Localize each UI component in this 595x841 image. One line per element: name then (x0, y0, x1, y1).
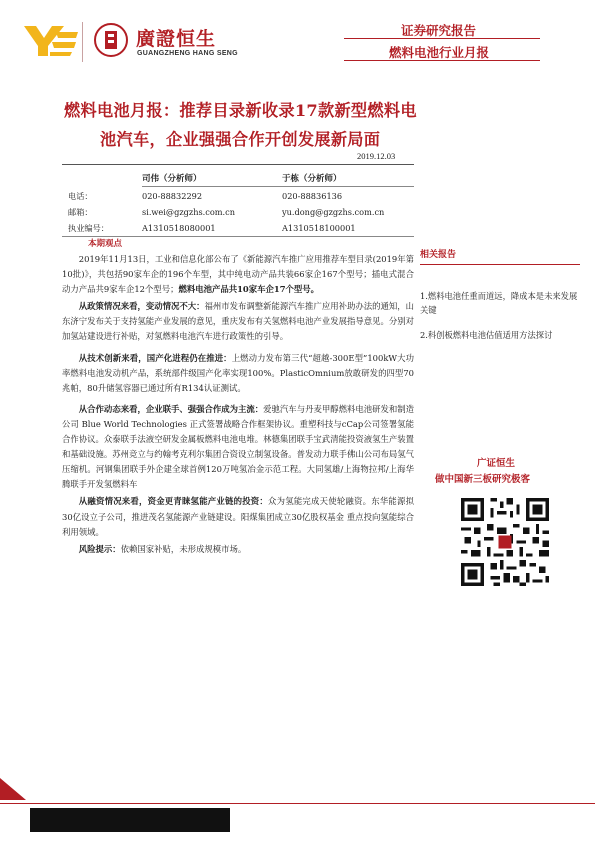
related-reports-title: 相关报告 (420, 250, 457, 260)
qr-code-icon[interactable] (458, 495, 552, 589)
email-label: 邮箱： (68, 207, 93, 217)
related-rule (420, 264, 580, 265)
p1-emph: 燃料电池产品共10家车企17个型号。 (178, 284, 320, 295)
ye-logo-icon (22, 24, 78, 58)
p2-heading: 从政策情况来看，变动情况不大： (78, 301, 205, 312)
report-title-line1: 燃料电池月报：推荐目录新收录17款新型燃料电 (64, 101, 417, 120)
seal-logo-icon (94, 23, 128, 57)
p2-text: 福州市发布调整新能源汽车推广应用补助办法的通知，山东济宁发布关于支持氢能产业发展的意见，重庆发布有关氢燃料电池产业发展指导意见。分别对加氢站建设进行补贴，对氢燃料电池汽车进行政策性的引导。 (62, 301, 414, 342)
footer-redaction-bar (30, 808, 230, 832)
company-name-en: GUANGZHENG HANG SENG (137, 50, 238, 57)
paragraph-5 (62, 494, 414, 539)
analyst-1-name: 司伟（分析师） (142, 174, 202, 184)
analyst-1-phone: 020-88832292 (142, 191, 203, 201)
license-label: 执业编号： (68, 223, 109, 233)
p4-heading: 从合作动态来看，企业联手、强强合作成为主流： (78, 403, 264, 414)
p3-heading: 从技术创新来看，国产化进程仍在推进： (78, 352, 232, 363)
header-rule (344, 38, 540, 39)
p5-text: 众为氢能完成天使轮融资。东华能源拟30亿设立子公司，推进茂名氢能源产业链建设。阳煤集团成立30亿股权基金 重点投向氢能综合利用领域。 (62, 496, 415, 537)
p5-heading: 从融资情况来看，资金更青睐氢能产业链的投资： (78, 496, 269, 507)
analyst-2-name: 于栋（分析师） (282, 174, 342, 184)
qr-caption-1: 广证恒生 (477, 458, 516, 469)
p4-text: 爱驰汽车与丹麦甲醇燃料电池研发和制造公司 Blue World Technologies 正式签署战略合作框架协议。重塑科技与cCap公司签署氢能合作协议。众泰联手法液空研发金属板燃料电池电堆。林德集团联手宝武清能投资液氢生产装置和基础设施。苏州竞立与约翰考克利尔集团合资设立制氢设备。普发动力联手佛山公司布局氢气压缩机。河钢集团联手外企建全球首例120万吨氢冶金示范工程。大同氢雄/上海物拉邦/上海华腾联手开发氢燃料车 (62, 403, 415, 490)
section-label: 本期观点 (88, 239, 123, 249)
related-report-1[interactable]: 1.燃料电池任重而道远，降成本是未来发展关键 (420, 291, 578, 315)
p3-text: 上燃动力发布第三代“超越-300E型”100kW大功率燃料电池发动机产品，系统部件级国产化率实现100%。PlasticOmnium放敢研发的四型70兆帕，80升储氢容器已通过所有R134认证测试。 (62, 352, 414, 393)
report-date: 2019.12.03 (357, 151, 396, 161)
paragraph-4 (62, 402, 414, 493)
footer-corner-decoration (0, 778, 26, 800)
paragraph-1 (62, 252, 414, 297)
company-name-cn: 廣證恒生 (136, 28, 217, 50)
report-series: 燃料电池行业月报 (389, 45, 490, 60)
qr-caption-2: 做中国新三板研究极客 (435, 474, 531, 485)
related-report-2[interactable]: 2.科创板燃料电池估值适用方法探讨 (420, 330, 553, 340)
paragraph-3 (62, 351, 414, 396)
p6-text: 依赖国家补贴，未形成规模市场。 (120, 543, 247, 554)
paragraph-2 (62, 299, 414, 344)
body-text (62, 252, 414, 557)
paragraph-6 (62, 542, 414, 557)
analyst-2-email[interactable]: yu.dong@gzgzhs.com.cn (282, 207, 385, 217)
p6-heading: 风险提示： (78, 543, 121, 554)
analyst-1-email[interactable]: si.wei@gzgzhs.com.cn (142, 207, 236, 217)
analyst-2-phone: 020-88836136 (282, 191, 343, 201)
p1-text: 2019年11月13日，工业和信息化部公布了《新能源汽车推广应用推荐车型目录(2019年第10批)》，共包括90家车企的196个车型，其中纯电动产品共装66家企167个型号；插电式混合动力产品共9家车企12个型号； (62, 254, 415, 295)
footer-rule (0, 803, 595, 804)
logo-divider (82, 22, 83, 62)
analyst-1-license: A1310518080001 (142, 223, 216, 233)
phone-label: 电话： (68, 191, 93, 201)
analyst-top-rule (62, 164, 414, 165)
analyst-2-license: A1310518100001 (282, 223, 356, 233)
report-title-line2: 池汽车，企业强强合作开创发展新局面 (100, 130, 381, 149)
analyst-sub-rule (142, 186, 414, 187)
report-type: 证券研究报告 (401, 23, 477, 38)
header-rule-2 (344, 60, 540, 61)
